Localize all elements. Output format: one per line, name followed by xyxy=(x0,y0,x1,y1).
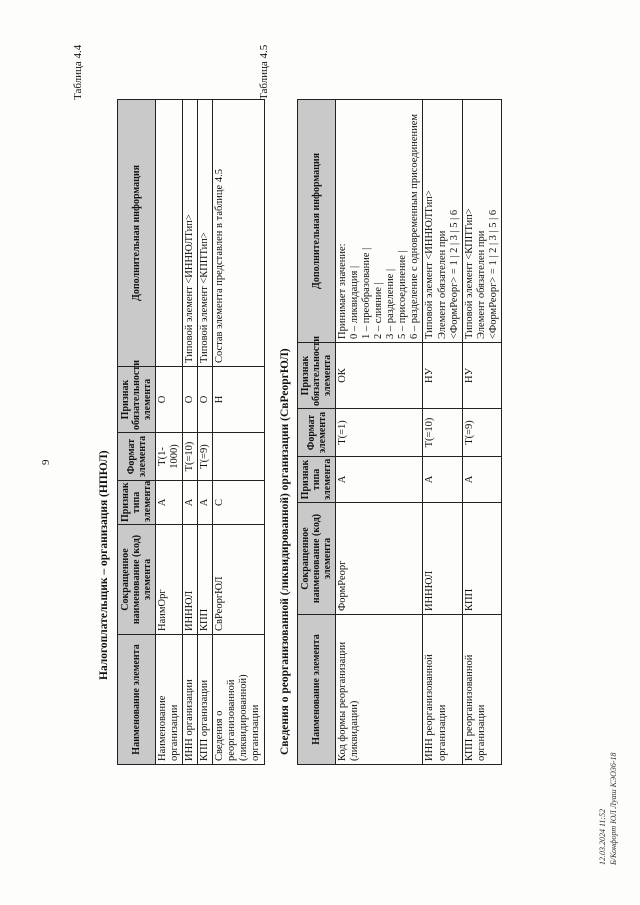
table-cell: А xyxy=(183,481,198,525)
table-cell: КПП xyxy=(462,503,501,615)
header-cell: Дополнительная информация xyxy=(298,100,336,343)
table-cell: С xyxy=(213,481,264,525)
header-cell: Сокращенное наименование (код) элемента xyxy=(298,503,336,615)
table-row xyxy=(198,100,213,765)
table-4-4-label: Таблица 4.4 xyxy=(72,44,84,100)
table-cell: ИННЮЛ xyxy=(183,525,198,635)
table-cell xyxy=(462,100,501,343)
table-4-4-title: Налогоплательщик – организация (НПЮЛ) xyxy=(98,450,110,680)
table-row xyxy=(336,100,423,765)
table-cell: А xyxy=(336,457,423,503)
table-4-5 xyxy=(297,99,502,765)
table-cell: КПП реорганизованной организации xyxy=(462,615,501,765)
info-line: 5 – присоединение | xyxy=(397,250,409,339)
info-line: Элемент обязателен при xyxy=(436,230,448,339)
table-cell: О xyxy=(198,367,213,433)
header-cell: Наименование элемента xyxy=(298,615,336,765)
table-cell: КПП организации xyxy=(198,635,213,765)
table-cell: ИНН реорганизованной организации xyxy=(423,615,462,765)
table-4-5-title: Сведения о реорганизованной (ликвидированной) организации (СвРеоргЮЛ) xyxy=(279,348,291,755)
header-cell: Признак типа элемента xyxy=(298,457,336,503)
table-cell: НаимОрг xyxy=(156,525,183,635)
table-cell: Код формы реорганизации (ликвидации) xyxy=(336,615,423,765)
header-cell: Сокращенное наименование (код) элемента xyxy=(118,525,156,635)
info-line: Типовой элемент <КППТип> xyxy=(463,208,475,339)
table-cell: ИННЮЛ xyxy=(423,503,462,615)
table-cell: Н xyxy=(213,367,264,433)
table-row xyxy=(183,100,198,765)
table-cell: А xyxy=(462,457,501,503)
table-cell: T(1-1000) xyxy=(156,433,183,481)
table-header-row xyxy=(298,100,336,765)
header-cell: Признак обязательности элемента xyxy=(118,367,156,433)
table-cell: А xyxy=(156,481,183,525)
table-cell: ИНН организации xyxy=(183,635,198,765)
table-cell: Сведения о реорганизованной (ликвидированной) организации xyxy=(213,635,264,765)
table-cell xyxy=(213,433,264,481)
info-line: 3 – разделение | xyxy=(385,268,397,339)
table-cell: А xyxy=(198,481,213,525)
table-cell: T(=10) xyxy=(183,433,198,481)
header-cell: Признак обязательности элемента xyxy=(298,343,336,409)
table-cell: НУ xyxy=(423,343,462,409)
table-cell: Типовой элемент <КППТип> xyxy=(198,100,213,367)
info-line: Элемент обязателен при xyxy=(475,230,487,339)
table-cell: КПП xyxy=(198,525,213,635)
table-cell: T(=10) xyxy=(423,409,462,457)
header-cell: Признак типа элемента xyxy=(118,481,156,525)
header-cell: Формат элемента xyxy=(298,409,336,457)
table-cell: Наименование организации xyxy=(156,635,183,765)
table-cell: НУ xyxy=(462,343,501,409)
table-cell: О xyxy=(183,367,198,433)
info-line: 0 – ликвидация | xyxy=(349,265,361,339)
table-4-4 xyxy=(117,99,265,765)
table-header-row xyxy=(118,100,156,765)
table-cell: А xyxy=(423,457,462,503)
table-cell: О xyxy=(156,367,183,433)
table-cell: ОК xyxy=(336,343,423,409)
info-line: 2 – слияние | xyxy=(373,282,385,339)
header-cell: Формат элемента xyxy=(118,433,156,481)
table-4-5-label: Таблица 4.5 xyxy=(258,44,270,100)
table-cell: T(=9) xyxy=(198,433,213,481)
header-cell: Наименование элемента xyxy=(118,635,156,765)
header-cell: Дополнительная информация xyxy=(118,100,156,367)
page-number: 9 xyxy=(40,459,52,465)
table-cell: T(=9) xyxy=(462,409,501,457)
table-cell xyxy=(336,100,423,343)
info-line: 1 – преобразование | xyxy=(361,247,373,339)
table-cell: T(=1) xyxy=(336,409,423,457)
table-row xyxy=(462,100,501,765)
print-stamp-path: Б/Конфорт ЮЛ Луаш КЭО36-18 xyxy=(609,752,618,865)
table-row xyxy=(156,100,183,765)
table-cell xyxy=(423,100,462,343)
table-cell: СвРеоргЮЛ xyxy=(213,525,264,635)
info-line: <ФормРеорг> = 1 | 2 | 3 | 5 | 6 xyxy=(487,209,499,339)
table-row xyxy=(423,100,462,765)
table-row xyxy=(213,100,264,765)
info-line: 6 – разделение с одновременным присоединением xyxy=(409,113,421,339)
table-cell: Состав элемента представлен в таблице 4.5 xyxy=(213,100,264,367)
table-cell xyxy=(156,100,183,367)
print-stamp-date: 12.03.2024 11:52 xyxy=(598,808,607,865)
info-line: Принимает значение: xyxy=(337,243,348,339)
table-cell: Типовой элемент <ИННЮЛТип> xyxy=(183,100,198,367)
info-line: <ФормРеорг> = 1 | 2 | 3 | 5 | 6 xyxy=(448,209,460,339)
info-line: Типовой элемент <ИННЮЛТип> xyxy=(424,190,436,339)
table-cell: ФормРеорг xyxy=(336,503,423,615)
